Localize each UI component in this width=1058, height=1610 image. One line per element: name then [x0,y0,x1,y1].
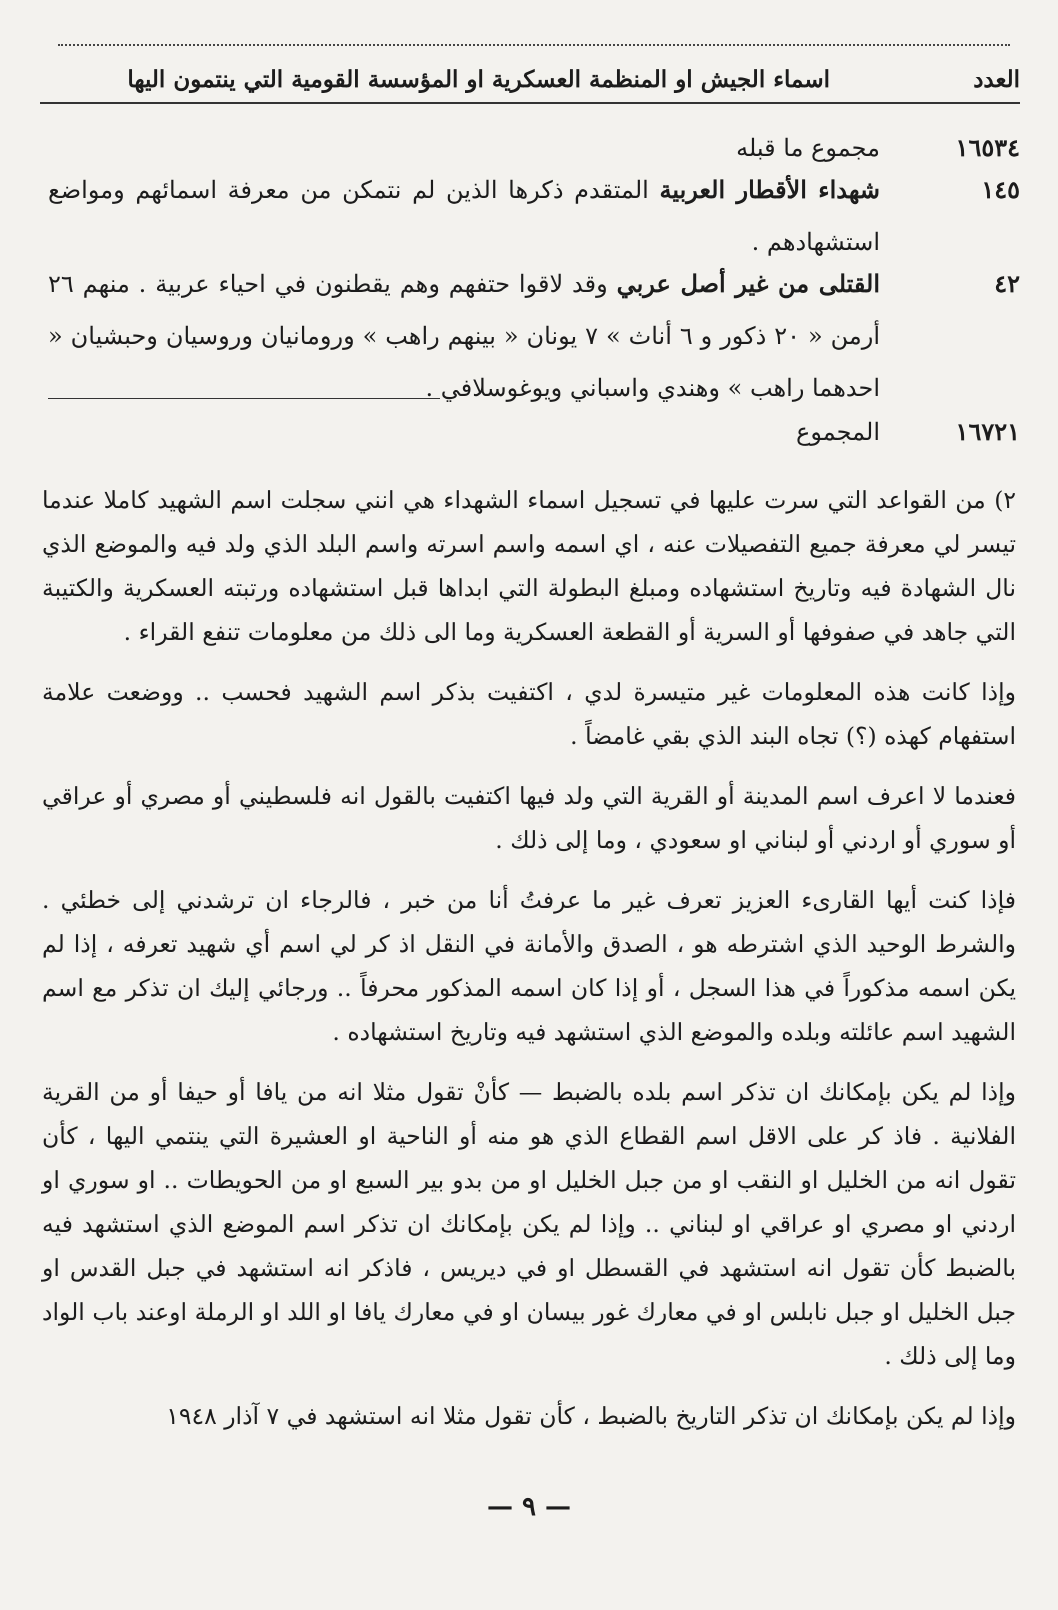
paragraph: فإذا كنت أيها القارىء العزيز تعرف غير ما عرفتُ أنا من خبر ، فالرجاء ان ترشدني إلى خطئي . والشرط الوحيد الذي اشترطه هو ، الصدق والأمانة في النقل اذ كر لي اسم أي شهيد تعرفه ، إذا لم يكن اسمه مذكوراً في هذا السجل ، أو إذا كان اسمه المذكور محرفاً .. ورجائي إليك ان تذكر مع اسم الشهيد اسم عائلته وبلده والموضع الذي استشهد فيه وتاريخ استشهاده . [42,886,1016,1046]
page-number: — ٩ — [486,1492,572,1522]
paragraph: وإذا كانت هذه المعلومات غير متيسرة لدي ، اكتفيت بذكر اسم الشهيد فحسب .. ووضعت علامة استفهام كهذه (؟) تجاه البند الذي بقي غامضاً . [42,678,1016,750]
top-dotted-rule [58,44,1010,56]
row-number: ١٦٥٣٤ [955,133,1020,162]
total-label: المجموع [796,418,880,446]
header-rule [40,102,1020,104]
row-text [48,164,880,268]
body-text [42,478,1016,1454]
row-number: ٤٢ [994,269,1020,298]
total-number: ١٦٧٢١ [955,417,1020,446]
paragraph: وإذا لم يكن بإمكانك ان تذكر اسم بلده بالضبط — كأنْ تقول مثلا انه من يافا أو حيفا أو من القرية الفلانية . فاذ كر على الاقل اسم القطاع الذي هو منه أو الناحية او العشيرة التي ينتمي اليها ، كأن تقول انه من الخليل او النقب او من جبل الخليل او من بدو بير السبع او من الحويطات .. او سوري او اردني او مصري او عراقي او لبناني .. وإذا لم يكن بإمكانك ان تذكر اسم الموضع الذي استشهد فيه بالضبط كأن تقول انه استشهد في القسطل او في ديريس ، فاذكر انه استشهد في جبل القدس او جبل الخليل او جبل نابلس او في معارك غور بيسان او في معارك يافا او اللد او الرملة اوعند باب الواد وما إلى ذلك . [42,1078,1016,1370]
row-body: المتقدم ذكرها الذين لم نتمكن من معرفة اسمائهم ومواضع استشهادهم . [48,176,880,256]
header-title-column: اسماء الجيش او المنظمة العسكرية او المؤسسة القومية التي ينتمون اليها [127,66,830,93]
paragraph: وإذا لم يكن بإمكانك ان تذكر التاريخ بالضبط ، كأن تقول مثلا انه استشهد في ٧ آذار ١٩٤٨ [166,1402,1016,1430]
header-number-column: العدد [973,66,1020,93]
row-text: مجموع ما قبله [736,134,880,162]
total-rule [48,398,440,399]
paragraph: ٢) من القواعد التي سرت عليها في تسجيل اسماء الشهداء هي انني سجلت اسم الشهيد كاملا عندما تيسر لي معرفة جميع التفصيلات عنه ، اي اسمه واسم اسرته واسم البلد الذي ولد فيه والموضع الذي نال الشهادة فيه وتاريخ استشهاده ومبلغ البطولة التي ابداها قبل استشهاده ورتبته العسكرية والكتيبة التي جاهد في صفوفها أو السرية أو القطعة العسكرية وما الى ذلك من معلومات تنفع القراء . [42,486,1016,646]
table-header [40,58,1020,98]
paragraph: فعندما لا اعرف اسم المدينة أو القرية التي ولد فيها اكتفيت بالقول انه فلسطيني أو مصري أو عراقي أو سوري أو اردني أو لبناني او سعودي ، وما إلى ذلك . [42,782,1016,854]
row-text [48,258,880,414]
row-number: ١٤٥ [981,175,1020,204]
row-heading: القتلى من غير أصل عربي [616,269,881,298]
row-heading: شهداء الأقطار العربية [659,175,881,204]
row-body: وقد لاقوا حتفهم وهم يقطنون في احياء عربية . منهم ٢٦ أرمن « ٢٠ ذكور و ٦ أناث » ٧ يونان « بينهم راهب » ورومانيان وروسيان وحبشيان « احدهما راهب » وهندي واسباني ويوغوسلافي . [48,270,881,402]
